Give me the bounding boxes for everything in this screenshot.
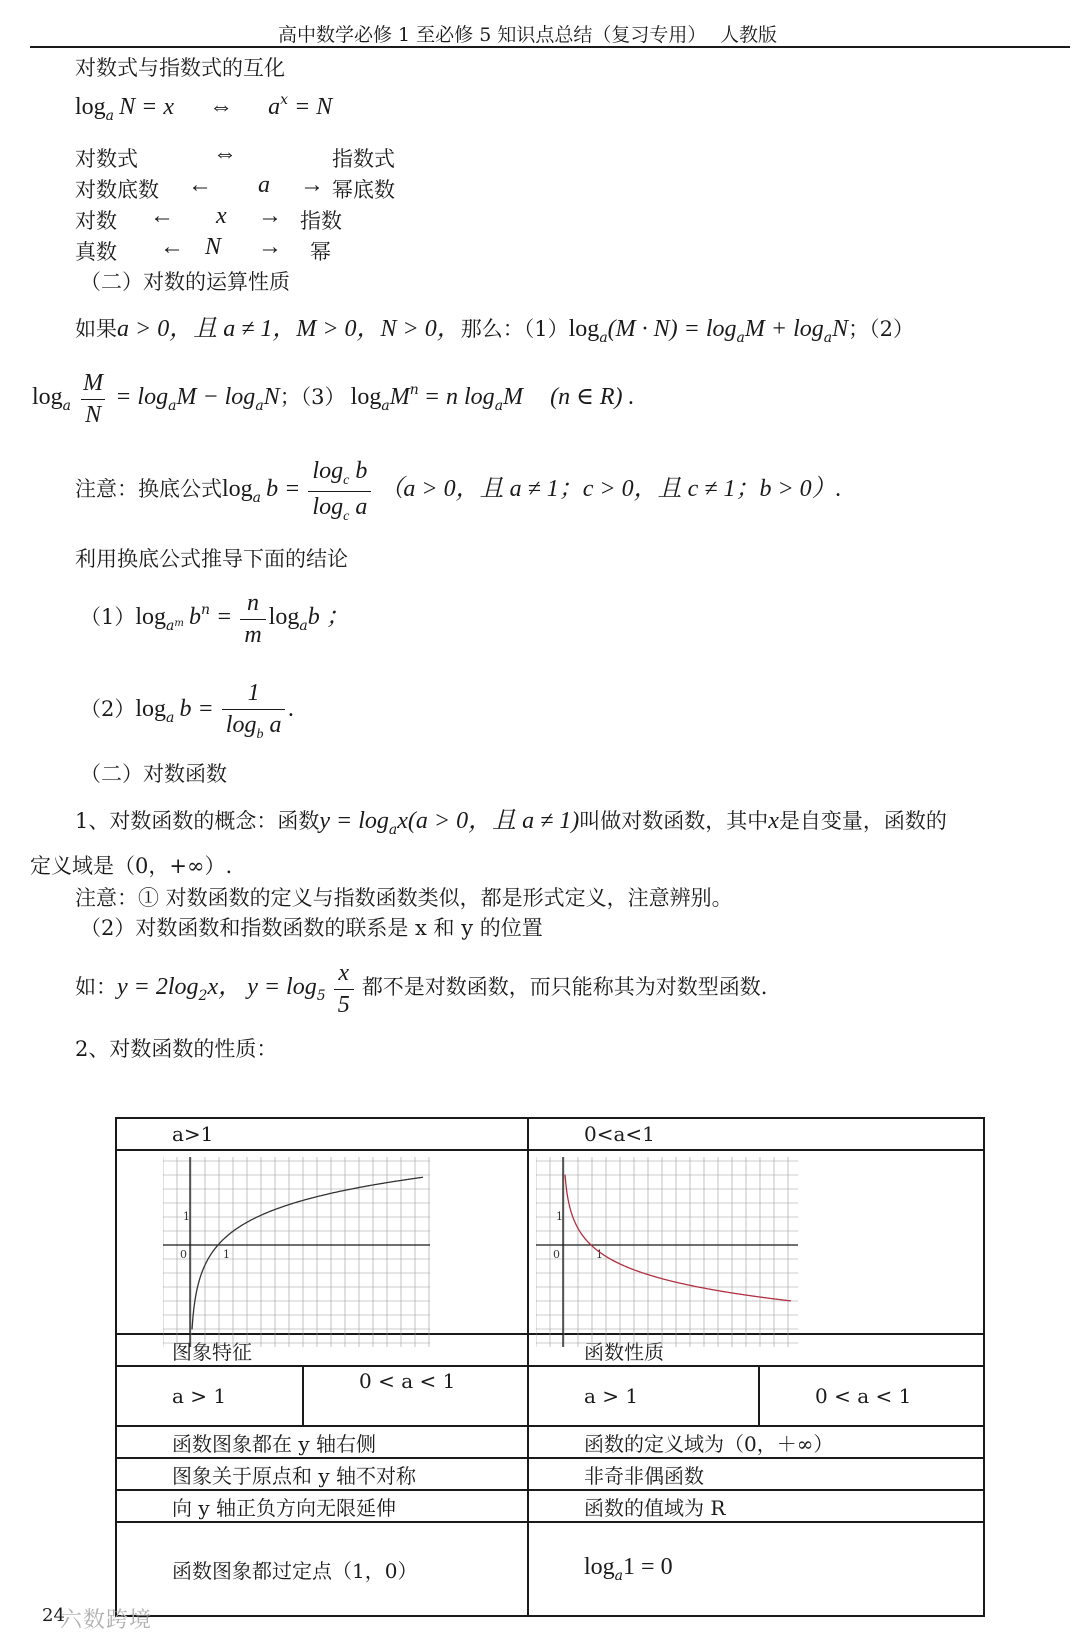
note-prefix: 注意：换底公式	[75, 477, 222, 501]
example-prefix: 如：	[75, 975, 117, 999]
conversion-formula	[75, 92, 332, 124]
case-row	[116, 1366, 984, 1426]
ops-f2b: M − log	[176, 384, 256, 410]
property-0: 函数的定义域为（0，＋∞）	[528, 1426, 984, 1458]
change-of-base-fraction: $\frac{\log_c b}{\log_c a}$	[308, 458, 371, 525]
map-row-1-right: 幂底数	[332, 178, 395, 202]
iff-symbol: ⇔	[209, 94, 234, 120]
derive-heading: 利用换底公式推导下面的结论	[75, 547, 348, 571]
note-1: 注意：① 对数函数的定义与指数函数类似，都是形式定义，注意辨别。	[75, 886, 733, 910]
concept-prefix: 1、对数函数的概念：函数	[75, 809, 320, 833]
ops-if: 如果	[75, 317, 117, 341]
ops-f3-end: M	[503, 384, 524, 410]
log-rest: N = x	[119, 94, 174, 120]
ops-then: 那么：（1）	[460, 317, 569, 341]
concept-formula: y = log	[319, 808, 389, 834]
result-2: （2）loga b = $\frac{1}{\log_b a}$ .	[80, 680, 295, 742]
feature-2: 向 y 轴正负方向无限延伸	[116, 1490, 528, 1522]
map-row-1-mid: a	[258, 172, 270, 198]
map-row-2-right: 指数	[300, 209, 342, 233]
concept-line: 1、对数函数的概念：函数y = logax(a > 0，且 a ≠ 1)叫做对数函数，其中x是自变量，函数的	[75, 808, 947, 838]
log-curve-a-lt-1	[565, 1175, 791, 1301]
result-1-end: b ；	[307, 604, 350, 630]
map-row-1-rarrow: →	[300, 172, 324, 198]
result-2-fraction: $\frac{1}{\log_b a}$	[222, 680, 286, 743]
concept-formula-rest: x(a > 0，且 a ≠ 1)	[397, 808, 580, 834]
case-property-lt1: 0 < a < 1	[759, 1366, 984, 1426]
concept-suffix: 叫做对数函数，其中	[579, 809, 769, 833]
ops-f3-cond: (n ∈ R) .	[550, 384, 635, 410]
property-head: 函数性质	[528, 1334, 984, 1366]
log-base: a	[105, 108, 115, 124]
ops-label3: ；（3）	[279, 385, 346, 409]
result-1-b: b	[188, 604, 201, 630]
exp-sup: x	[280, 92, 289, 108]
ops-f3-rest: = n log	[423, 384, 495, 410]
map-row-0-left: 对数式	[75, 147, 138, 171]
map-row-3-mid: N	[205, 234, 222, 260]
feature-head: 图象特征	[116, 1334, 528, 1366]
ops-f2: = log	[115, 384, 169, 410]
table-row	[116, 1490, 984, 1522]
example-fraction: $\frac{x}{5}$	[334, 960, 354, 1019]
operations-line-2: loga $\frac{M}{N}$ = logaM − logaN；（3） logaMn = n logaM (n ∈ R) .	[32, 370, 635, 428]
property-2: 函数的值域为 R	[528, 1490, 984, 1522]
map-row-3-larrow: ←	[160, 234, 184, 260]
tick-x-one: 1	[223, 1248, 230, 1261]
table-row	[116, 1458, 984, 1490]
tick-x-one: 1	[596, 1248, 603, 1261]
ops-f1: (M · N) = log	[607, 316, 737, 342]
head-a-gt-1: a>1	[116, 1118, 528, 1150]
example-line: 如：y = 2log2x， y = log5 $\frac{x}{5}$ 都不是对数函数，而只能称其为对数型函数.	[75, 960, 768, 1018]
graph-a-lt-1	[536, 1157, 798, 1347]
concept-suffix2: 是自变量，函数的	[778, 809, 947, 833]
map-row-3-rarrow: →	[258, 234, 282, 260]
change-of-base-note: 注意：换底公式loga b = $\frac{\log_c b}{\log_c a}$ （a > 0，且 a ≠ 1；c > 0，且 c ≠ 1；b > 0）.	[75, 458, 842, 524]
tick-zero: 0	[180, 1248, 187, 1261]
table-row	[116, 1426, 984, 1458]
log-text: log	[75, 94, 106, 120]
result-1: （1）loga$_m$ bn = $\frac{n}{m}$ logab ；	[80, 590, 350, 648]
ops-f3: M	[389, 384, 410, 410]
note-formula-left: b =	[266, 476, 301, 502]
page-number: 24	[42, 1605, 65, 1626]
table-row-last	[116, 1522, 984, 1616]
case-property-gt1: a > 1	[528, 1366, 759, 1426]
operations-line-1: 如果a > 0，且 a ≠ 1，M > 0，N > 0，那么：（1）loga(M · N) = logaM + logaN；（2）	[75, 316, 914, 346]
watermark: 六数跨境	[60, 1608, 153, 1633]
tick-one: 1	[556, 1210, 563, 1223]
note-2: （2）对数函数和指数函数的联系是 x 和 y 的位置	[80, 916, 543, 940]
ops-f2c: N	[263, 384, 280, 410]
map-row-2-larrow: ←	[150, 203, 174, 229]
graph-a-gt-1	[163, 1157, 430, 1347]
exp-rest: = N	[288, 94, 333, 120]
result-1-fraction: $\frac{n}{m}$	[240, 590, 265, 649]
exp-base: a	[268, 94, 281, 120]
map-row-3-right: 幂	[310, 240, 331, 264]
ops-f3-sup: n	[409, 382, 419, 398]
result-2-b: b =	[179, 696, 214, 722]
map-row-2-mid: x	[216, 203, 227, 229]
ops-cond: a > 0，且 a ≠ 1，M > 0，N > 0，	[117, 316, 461, 342]
result-1-label: （1）	[80, 605, 136, 629]
ops-f1b: M + log	[744, 316, 824, 342]
map-row-1-left: 对数底数	[75, 178, 159, 202]
grid-a-gt-1	[163, 1157, 430, 1347]
example-suffix: 都不是对数函数，而只能称其为对数型函数.	[361, 975, 768, 999]
property-1: 非奇非偶函数	[528, 1458, 984, 1490]
map-row-0-arrow: ⇔	[213, 141, 237, 167]
map-row-2-left: 对数	[75, 209, 117, 233]
domain-line: 定义域是（0，+∞）.	[30, 854, 233, 878]
properties-heading: 2、对数函数的性质：	[75, 1037, 278, 1061]
header-title: 高中数学必修 1 至必修 5 知识点总结（复习专用）	[278, 24, 707, 46]
map-row-1-larrow: ←	[188, 172, 212, 198]
section-heading-log-function: （二）对数函数	[80, 762, 227, 786]
header-edition: 人教版	[720, 24, 778, 46]
result-2-label: （2）	[80, 697, 136, 721]
section-heading-conversion: 对数式与指数式的互化	[75, 56, 285, 80]
ops-fraction: $\frac{M}{N}$	[79, 370, 107, 429]
section-heading-operations: （二）对数的运算性质	[80, 270, 290, 294]
case-feature-lt1: 0 < a < 1	[303, 1366, 528, 1426]
case-feature-gt1: a > 1	[116, 1366, 303, 1426]
header-rule	[30, 46, 1070, 48]
ops-f1c: N	[832, 316, 849, 342]
tick-one: 1	[183, 1210, 190, 1223]
grid-a-lt-1	[536, 1157, 798, 1347]
head-a-lt-1: 0<a<1	[528, 1118, 984, 1150]
map-row-2-rarrow: →	[258, 203, 282, 229]
map-row-3-left: 真数	[75, 240, 117, 264]
note-cond: （a > 0，且 a ≠ 1；c > 0，且 c ≠ 1；b > 0）.	[379, 476, 842, 502]
ops-next: ；（2）	[848, 317, 914, 341]
map-row-0-right: 指数式	[332, 147, 395, 171]
feature-fixed-point: 函数图象都过定点（1，0）	[116, 1522, 528, 1616]
feature-1: 图象关于原点和 y 轴不对称	[116, 1458, 528, 1490]
feature-0: 函数图象都在 y 轴右侧	[116, 1426, 528, 1458]
tick-zero: 0	[553, 1248, 560, 1261]
property-log-one: $\log_a1 = 0$	[528, 1522, 984, 1616]
table-head-row	[116, 1118, 984, 1150]
